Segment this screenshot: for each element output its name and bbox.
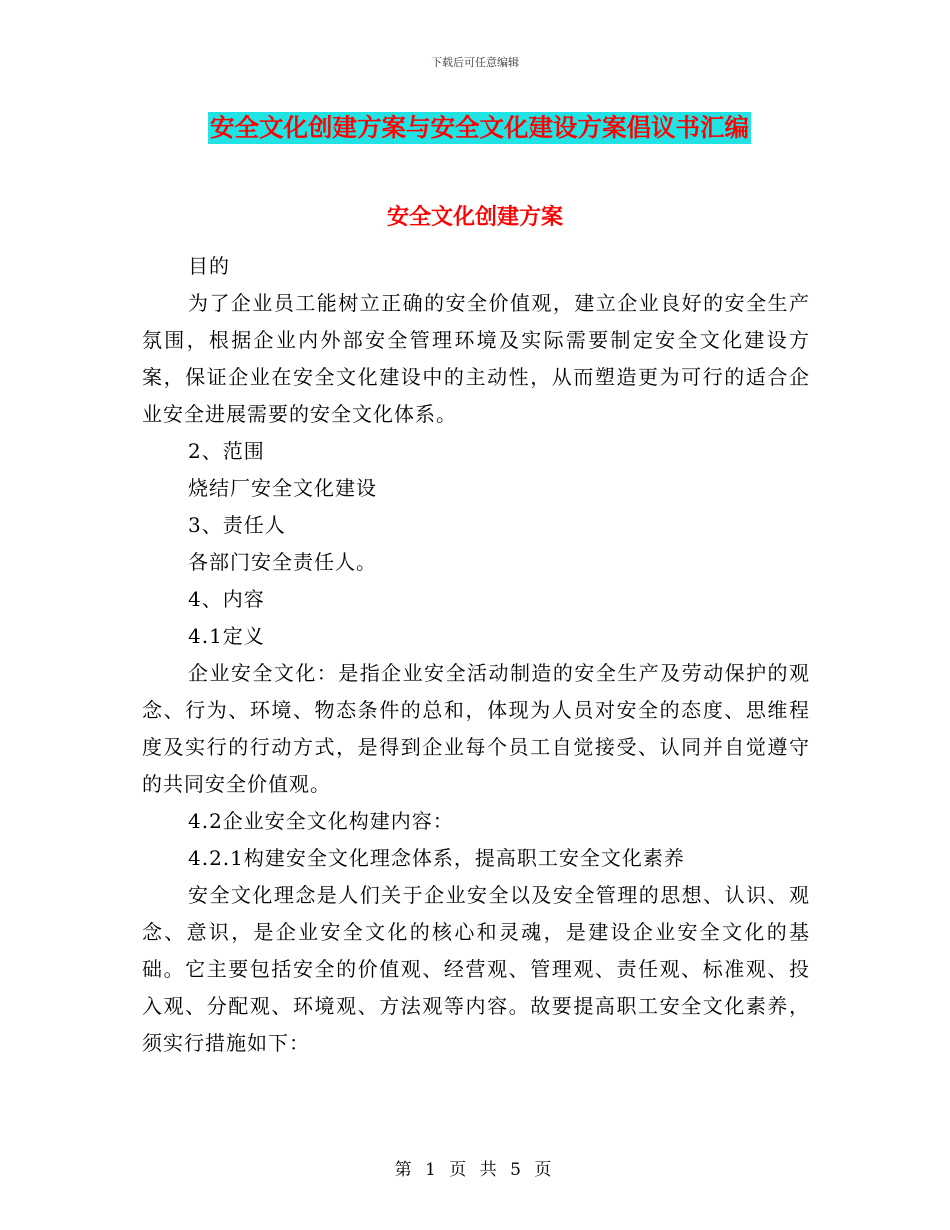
paragraph-purpose-heading: 目的 xyxy=(188,254,230,278)
paragraph-purpose: 为了企业员工能树立正确的安全价值观，建立企业良好的安全生产氛围，根据企业内外部安全管理环境及实际需要制定安全文化建设方案，保证企业在安全文化建设中的主动性，从而塑造更为可行的适合企业安全进展需要的安全文化体系。 xyxy=(142,291,810,426)
paragraph-definition: 企业安全文化：是指企业安全活动制造的安全生产及劳动保护的观念、行为、环境、物态条件的总和，体现为人员对安全的态度、思维程度及实行的行动方式，是得到企业每个员工自觉接受、认同并自觉遵守的共同安全价值观。 xyxy=(142,661,810,796)
paragraph-content-heading: 4、内容 xyxy=(188,587,265,611)
page-header: 下载后可任意编辑 xyxy=(431,56,519,69)
paragraph-construction-heading: 4.2企业安全文化构建内容： xyxy=(188,809,454,833)
main-title: 安全文化创建方案与安全文化建设方案倡议书汇编 xyxy=(210,113,749,142)
paragraph-definition-heading: 4.1定义 xyxy=(188,624,265,648)
paragraph-concept-heading: 4.2.1构建安全文化理念体系，提高职工安全文化素养 xyxy=(188,846,685,870)
section-title: 安全文化创建方案 xyxy=(386,204,563,230)
paragraph-concept: 安全文化理念是人们关于企业安全以及安全管理的思想、认识、观念、意识，是企业安全文化的核心和灵魂，是建设企业安全文化的基础。它主要包括安全的价值观、经营观、管理观、责任观、标准观、投入观、分配观、环境观、方法观等内容。故要提高职工安全文化素养，须实行措施如下： xyxy=(142,883,810,1055)
paragraph-scope-heading: 2、范围 xyxy=(188,439,265,463)
body-text xyxy=(142,248,810,1062)
paragraph-responsible-heading: 3、责任人 xyxy=(188,513,286,537)
paragraph-responsible: 各部门安全责任人。 xyxy=(188,550,377,574)
page-footer: 第 1 页 共 5 页 xyxy=(394,1160,556,1180)
paragraph-scope: 烧结厂安全文化建设 xyxy=(188,476,377,500)
